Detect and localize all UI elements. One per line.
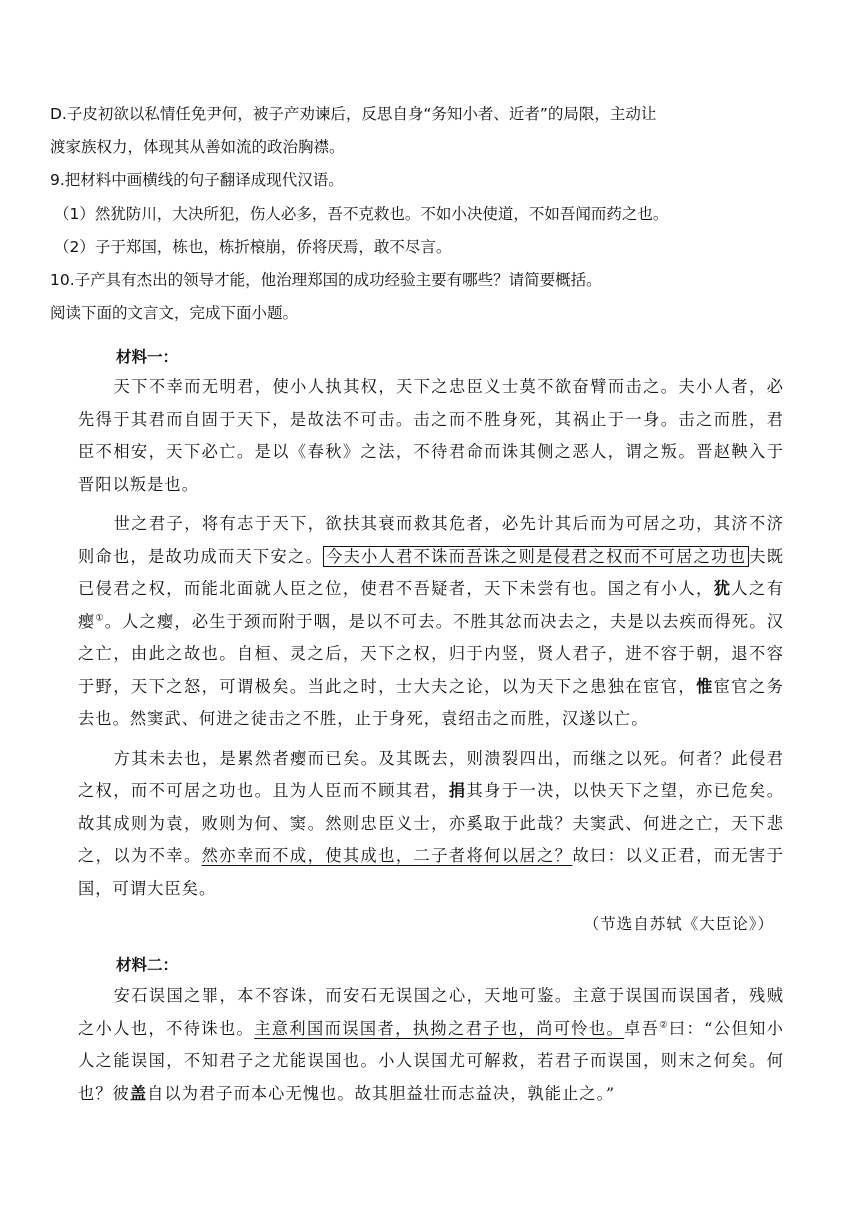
material-2-paragraph-1 — [78, 980, 784, 1110]
question-10: 10.子产具有杰出的领导才能，他治理郑国的成功经验主要有哪些？请简要概括。 — [50, 271, 602, 289]
material-2-heading: 材料二： — [116, 956, 179, 974]
footnote-2-marker: ② — [659, 1020, 669, 1031]
bold-char-you: 犹 — [713, 579, 732, 598]
reading-instruction: 阅读下面的文言文，完成下面小题。 — [50, 304, 299, 322]
boxed-sentence: 今夫小人君不诛而吾诛之则是侵君之权而不可居之功也 — [323, 546, 749, 567]
question-9-part-1: （1）然犹防川，大决所犯，伤人必多，吾不克救也。不如小决使道，不如吾闻而药之也。 — [54, 205, 669, 223]
material-1-source: （节选自苏轼《大臣论》） — [583, 915, 774, 933]
bold-char-juan: 捐 — [448, 781, 467, 800]
paragraph-3-text-c: 故曰：以义正君，而无害于国，可谓大臣矣。 — [78, 846, 785, 898]
underlined-sentence-2: 主意利国而误国者，执拗之君子也，尚可怜也。 — [254, 1018, 625, 1038]
paragraph-2-text-d: 。人之瘿，必生于颈而附于咽，是以不可去。不胜其忿而决去之，夫是以去疾而得死。汉之亡，由此之故也。自桓、灵之后，天下之权，归于内竖，贤人君子，进不容于朝，退不容于野，天下之怒，可谓极矣。当此之时，士大夫之论，以为天下之患独在宦官， — [78, 611, 784, 696]
bold-char-gai: 盖 — [129, 1083, 148, 1103]
option-d: D.子皮初欲以私情任免尹何，被子产劝谏后，反思自身“务知小者、近者”的局限，主动让 — [50, 105, 657, 123]
m2-text-a: 安石误国之罪，本不容诛，而安石无误国之心，天地可鉴。主意于误国而误国者，残贼之小人也，不待诛也。 — [78, 986, 784, 1038]
paragraph-2-text-e: 宦官之务去也。然窦武、何进之徒击之不胜，止于身死，袁绍击之而胜，汉遂以亡。 — [78, 676, 784, 728]
material-1-body — [78, 371, 784, 905]
question-9-part-2: （2）子于郑国，栋也，栋折榱崩，侨将厌焉，敢不尽言。 — [54, 238, 452, 256]
option-d-continued: 渡家族权力，体现其从善如流的政治胸襟。 — [50, 138, 345, 156]
material-1-paragraph-3 — [78, 743, 784, 906]
material-1-paragraph-2 — [78, 508, 784, 736]
bold-char-wei: 惟 — [696, 676, 714, 696]
underlined-sentence-1: 然亦幸而不成，使其成也，二子者将何以居之？ — [201, 846, 573, 865]
paragraph-2-text-b: 夫既已侵君之权，而能北面就人臣之位，使君不吾疑者，天下未尝有也。国之有小人， — [78, 546, 784, 598]
material-2-body — [78, 980, 784, 1110]
question-9: 9.把材料中画横线的句子翻译成现代汉语。 — [50, 171, 344, 189]
m2-text-c: 曰：“公但知小人之能误国，不知君子之尤能误国也。小人误国尤可解救，若君子而误国，则末之何矣。何也？彼 — [78, 1018, 785, 1103]
paragraph-2-text-c: 人之有瘿 — [78, 579, 784, 631]
m2-text-b: 卓吾 — [624, 1018, 660, 1038]
m2-text-d: 自以为君子而本心无愧也。故其胆益壮而志益决，孰能止之。” — [147, 1083, 616, 1103]
paragraph-3-text-b: 其身于一决，以快天下之望，亦已危矣。故其成则为袁，败则为何、窦。然则忠臣义士，亦奚取于此哉？夫窦武、何进之亡，天下悲之，以为不幸。 — [78, 781, 784, 865]
paragraph-3-text-a: 方其未去也，是累然者瘿而已矣。及其既去，则溃裂四出，而继之以死。何者？此侵君之权，而不可居之功也。且为人臣而不顾其君， — [78, 748, 784, 800]
paragraph-2-text-a: 世之君子，将有志于天下，欲扶其衰而救其危者，必先计其后而为可居之功，其济不济则命也，是故功成而天下安之。 — [78, 514, 784, 566]
footnote-1-marker: ① — [95, 613, 105, 624]
material-1-paragraph-1: 天下不幸而无明君，使小人执其权，天下之忠臣义士莫不欲奋臂而击之。夫小人者，必先得于其君而自固于天下，是故法不可击。击之而不胜身死，其祸止于一身。击之而胜，君臣不相安，天下必亡。是以《春秋》之法，不待君命而诛其侧之恶人，谓之叛。晋赵鞅入于晋阳以叛是也。 — [78, 377, 784, 494]
material-1-heading: 材料一： — [116, 348, 179, 366]
